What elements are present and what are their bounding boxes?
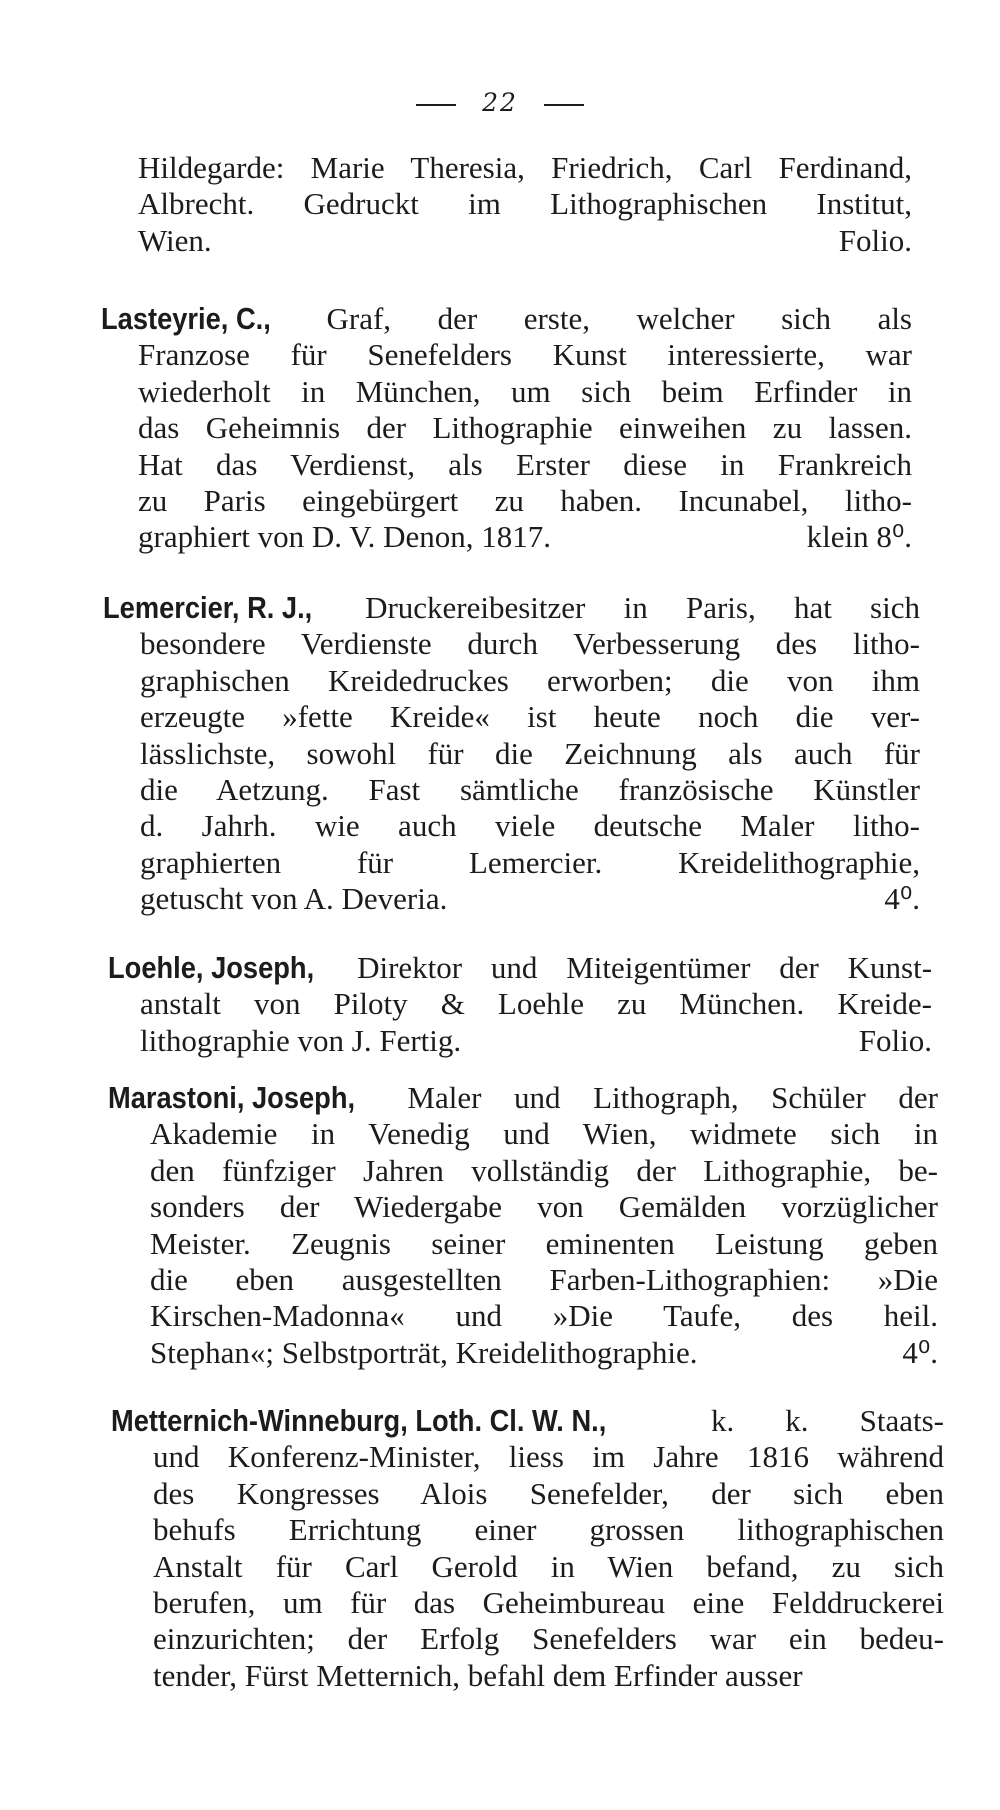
line-text: anstalt von Piloty & Loehle zu München. Kreide- [140,986,932,1021]
text-line [138,223,912,259]
text-line [140,845,920,881]
line-text: Meister. Zeugnis seiner eminenten Leistung geben [150,1226,938,1261]
line-text: und Konferenz-Minister, liess im Jahre 1816 während [153,1439,944,1474]
text-line [140,1023,932,1059]
line-text: die Aetzung. Fast sämtliche französische Künstler [140,772,920,807]
format-label: Folio. [838,223,912,258]
line-text: zu Paris eingebürgert zu haben. Incunabel, litho- [138,483,912,518]
text-line [111,1403,944,1439]
line-text: das Geheimnis der Lithographie einweihen zu lassen. [138,410,912,445]
line-text: Akademie in Venedig und Wien, widmete sich in [150,1116,938,1151]
line-text: einzurichten; der Erfolg Senefelders war ein bedeu- [153,1621,944,1656]
entry-name: Metternich-Winneburg, Loth. Cl. W. N., [111,1403,607,1438]
line-text: die eben ausgestellten Farben-Lithographien: »Die [150,1262,938,1297]
text-line [153,1621,944,1657]
line-text: Anstalt für Carl Gerold in Wien befand, zu sich [153,1549,944,1584]
line-text: Albrecht. Gedruckt im Lithographischen Institut, [138,186,912,221]
text-line [140,808,920,844]
text-line [140,699,920,735]
entry-name: Loehle, Joseph, [108,950,315,985]
line-text: k. k. Staats- [710,1403,944,1438]
text-line [153,1658,944,1694]
line-text: lässlichste, sowohl für die Zeichnung als auch für [140,736,920,771]
line-text: Direktor und Miteigentümer der Kunst- [357,950,933,985]
text-line [150,1153,938,1189]
text-line [138,337,912,373]
text-line [103,590,920,626]
text-line [150,1335,938,1371]
text-line [140,736,920,772]
text-line [138,410,912,446]
text-line [150,1298,938,1334]
entry-name: Lasteyrie, C., [101,301,271,336]
line-text: Druckereibesitzer in Paris, hat sich [365,590,920,625]
text-line [150,1226,938,1262]
text-line [138,447,912,483]
line-text: behufs Errichtung einer grossen lithographischen [153,1512,944,1547]
line-text: erzeugte »fette Kreide« ist heute noch die ver- [140,699,920,734]
line-text: graphierten für Lemercier. Kreidelithographie, [140,845,920,880]
text-line [150,1116,938,1152]
line-text: Franzose für Senefelders Kunst interessierte, war [138,337,912,372]
format-label: 4⁰. [902,1335,938,1370]
text-line [140,772,920,808]
line-text: graphischen Kreidedruckes erworben; die von ihm [140,663,920,698]
format-label: Folio. [858,1023,932,1058]
page-number-dash-left [416,104,456,106]
text-line [138,150,912,186]
format-label: 4⁰. [884,881,920,916]
text-line [153,1476,944,1512]
entry-name: Lemercier, R. J., [103,590,313,625]
format-label: klein 8⁰. [806,519,912,554]
line-text: getuscht von A. Deveria. [140,881,448,916]
line-text: besondere Verdienste durch Verbesserung des litho- [140,626,920,661]
line-text: graphiert von D. V. Denon, 1817. [138,519,552,554]
line-text: wiederholt in München, um sich beim Erfinder in [138,374,912,409]
text-line [140,986,932,1022]
text-line [153,1585,944,1621]
line-text: Wien. [138,223,212,258]
line-text: Stephan«; Selbstporträt, Kreidelithographie. [150,1335,698,1370]
line-text: des Kongresses Alois Senefelder, der sich eben [153,1476,944,1511]
text-line [108,1080,938,1116]
text-line [138,374,912,410]
text-line [108,950,932,986]
line-text: Kirschen-Madonna« und »Die Taufe, des heil. [150,1298,938,1333]
text-line [153,1549,944,1585]
line-text: sonders der Wiedergabe von Gemälden vorzüglicher [150,1189,938,1224]
entry-name: Marastoni, Joseph, [108,1080,356,1115]
text-line [140,626,920,662]
page-number-dash-right [544,104,584,106]
line-text: Hildegarde: Marie Theresia, Friedrich, Carl Ferdinand, [138,150,912,185]
text-line [138,519,912,555]
page-number: 22 [0,88,1000,117]
line-text: tender, Fürst Metternich, befahl dem Erfinder ausser [153,1658,803,1693]
text-line [101,301,912,337]
line-text: den fünfziger Jahren vollständig der Lithographie, be- [150,1153,938,1188]
line-text: berufen, um für das Geheimbureau eine Felddruckerei [153,1585,944,1620]
text-line [140,663,920,699]
line-text: Maler und Lithograph, Schüler der [407,1080,939,1115]
line-text: Graf, der erste, welcher sich als [326,301,912,336]
text-line [138,186,912,222]
line-text: d. Jahrh. wie auch viele deutsche Maler litho- [140,808,920,843]
text-line [153,1439,944,1475]
text-line [150,1262,938,1298]
line-text: Hat das Verdienst, als Erster diese in Frankreich [138,447,912,482]
text-line [138,483,912,519]
text-line [153,1512,944,1548]
text-line [140,881,920,917]
line-text: lithographie von J. Fertig. [140,1023,462,1058]
text-line [150,1189,938,1225]
